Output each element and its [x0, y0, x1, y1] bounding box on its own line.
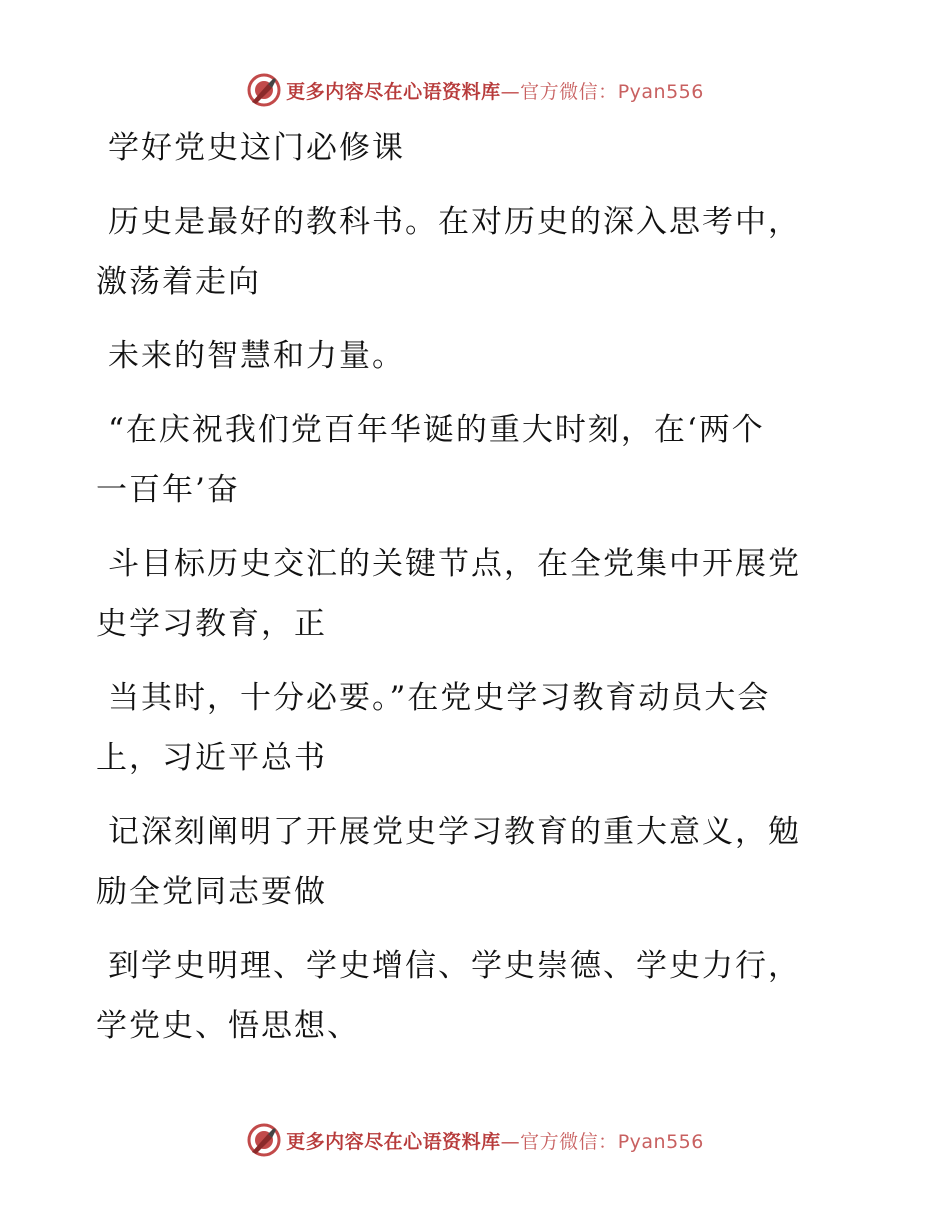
footer-watermark-banner	[0, 1118, 950, 1162]
header-banner-text	[286, 77, 704, 104]
header-brand-text: 更多内容尽在心语资料库	[286, 80, 501, 103]
header-wechat-label: 官方微信：	[520, 80, 618, 103]
paragraph-line: 历史是最好的教科书。在对历史的深入思考中，	[108, 204, 801, 240]
pen-logo-icon	[246, 1122, 282, 1158]
paragraph-line: 励全党同志要做	[96, 874, 327, 910]
spacer	[96, 312, 836, 326]
paragraph-line: 史学习教育，正	[96, 606, 327, 642]
footer-banner-text	[286, 1127, 704, 1154]
paragraph-line: 到学史明理、学史增信、学史崇德、学史力行，	[108, 948, 801, 984]
paragraph-line: 激荡着走向	[96, 264, 261, 300]
footer-dash: —	[500, 1130, 521, 1153]
header-watermark-banner	[0, 68, 950, 112]
spacer	[96, 788, 836, 802]
footer-brand-text: 更多内容尽在心语资料库	[286, 1130, 501, 1153]
paragraph-line: 斗目标历史交汇的关键节点，在全党集中开展党	[108, 546, 801, 582]
paragraph-line: 学党史、悟思想、	[96, 1008, 360, 1044]
spacer	[96, 520, 836, 534]
spacer	[96, 178, 836, 192]
paragraph-line: “在庆祝我们党百年华诞的重大时刻，在‘两个	[108, 412, 765, 448]
spacer	[96, 654, 836, 668]
paragraph-line: 当其时，十分必要。”在党史学习教育动员大会	[108, 680, 771, 716]
paragraph-line: 记深刻阐明了开展党史学习教育的重大意义，勉	[108, 814, 801, 850]
paragraph-line: 上，习近平总书	[96, 740, 327, 776]
spacer	[96, 386, 836, 400]
document-title: 学好党史这门必修课	[108, 130, 405, 166]
spacer	[96, 922, 836, 936]
footer-wechat-id: Pyan556	[617, 1130, 704, 1153]
header-wechat-id: Pyan556	[617, 80, 704, 103]
pen-logo-icon	[246, 72, 282, 108]
paragraph-line: 未来的智慧和力量。	[108, 338, 405, 374]
footer-wechat-label: 官方微信：	[520, 1130, 618, 1153]
paragraph-line: 一百年’奋	[96, 472, 240, 508]
header-dash: —	[500, 80, 521, 103]
document-body	[96, 118, 836, 1056]
